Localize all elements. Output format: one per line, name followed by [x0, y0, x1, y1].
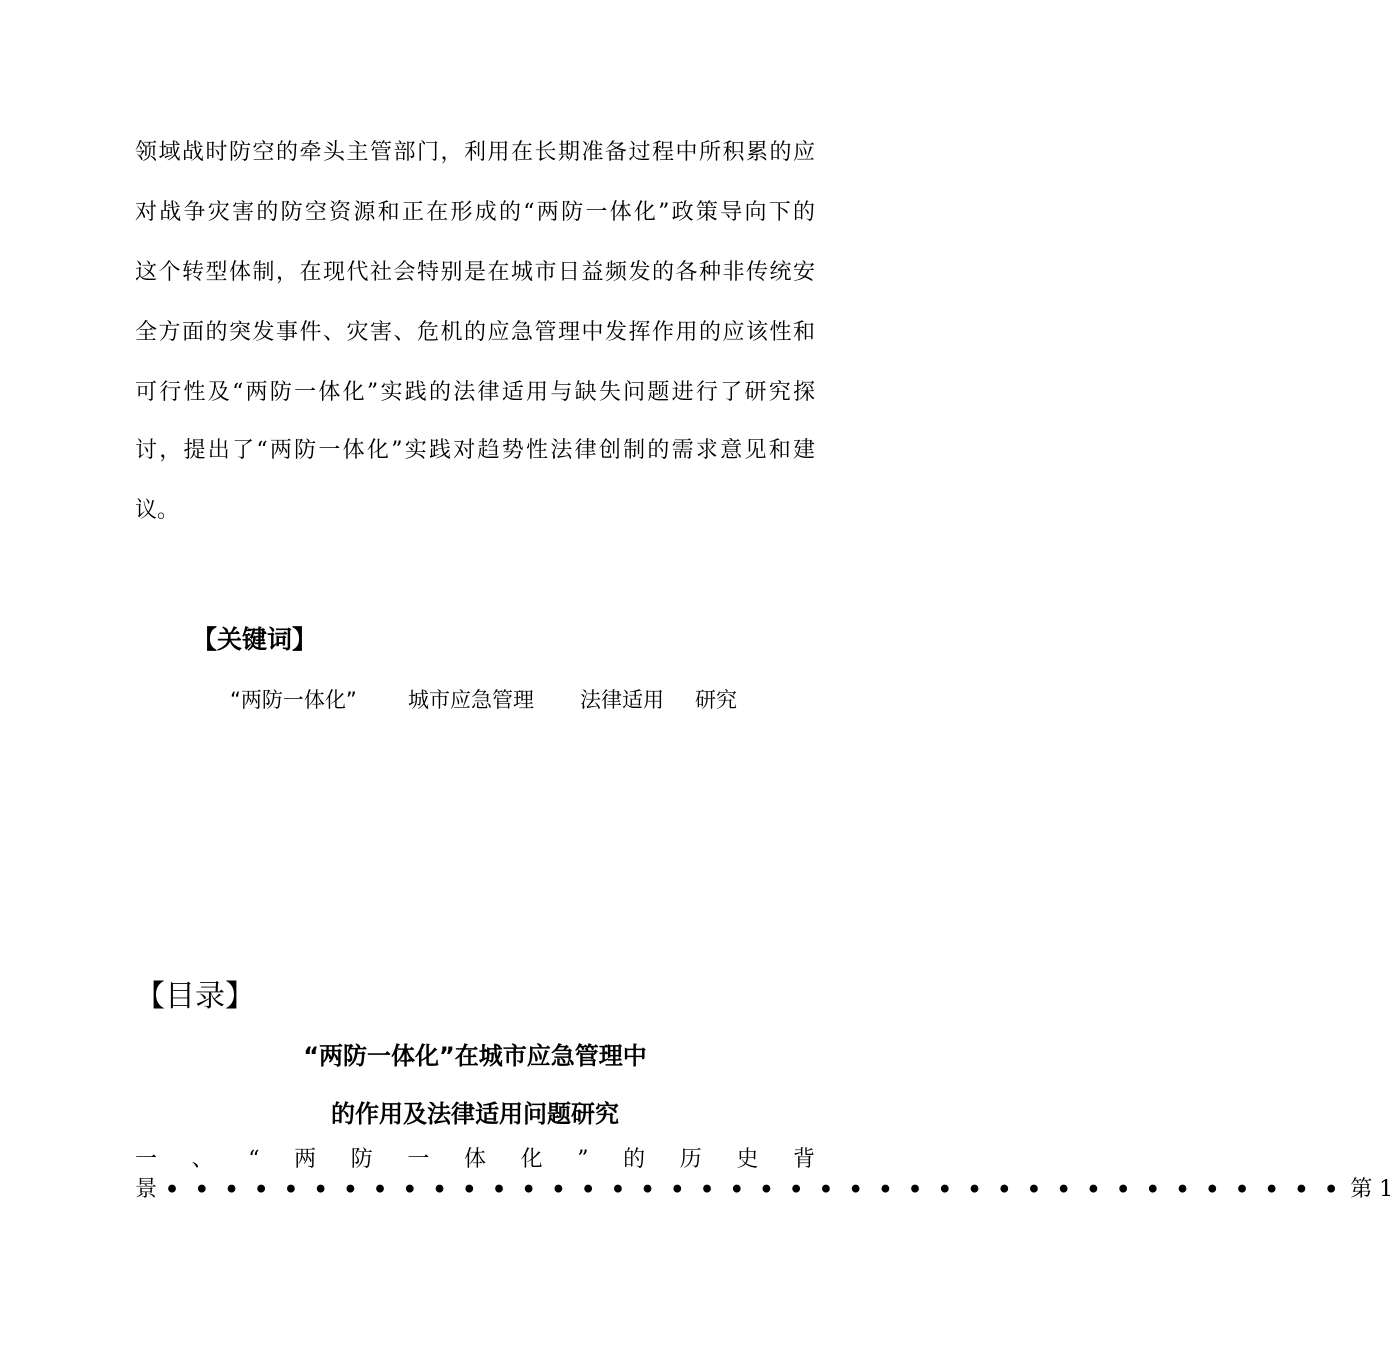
toc-title-line2: 的作用及法律适用问题研究 — [331, 1100, 619, 1128]
toc-page-number: 第 1 — [1350, 1177, 1393, 1202]
abstract-line: 领域战时防空的牵头主管部门，利用在长期准备过程中所积累的应 — [135, 140, 815, 165]
abstract-line: 全方面的突发事件、灾害、危机的应急管理中发挥作用的应该性和 — [135, 320, 815, 345]
toc-entry-char: 体 — [463, 1147, 486, 1172]
toc-entry-char: 的 — [623, 1147, 646, 1172]
toc-entry-char: 两 — [294, 1147, 317, 1172]
abstract-line: 对战争灾害的防空资源和正在形成的“两防一体化”政策导向下的 — [135, 200, 815, 225]
keyword-item: 城市应急管理 — [408, 688, 534, 712]
toc-entry-char: 一 — [407, 1147, 430, 1172]
toc-heading: 【目录】 — [135, 979, 255, 1014]
keywords-heading: 【关键词】 — [192, 625, 318, 654]
toc-entry-title — [135, 1146, 815, 1174]
toc-entry-char: 、 — [191, 1147, 214, 1172]
keyword-item: “两防一体化” — [230, 688, 357, 712]
abstract-line: 讨，提出了“两防一体化”实践对趋势性法律创制的需求意见和建 — [135, 438, 815, 463]
toc-entry-char: “ — [248, 1147, 260, 1172]
toc-leader-dots: • • • • • • • • • • • • • • • • • • • • • • • • • • • • • • • • • • • • • • • • — [165, 1177, 1343, 1203]
keyword-item: 法律适用 — [580, 688, 664, 712]
toc-entry-char: 防 — [350, 1147, 373, 1172]
abstract-line: 可行性及“两防一体化”实践的法律适用与缺失问题进行了研究探 — [135, 380, 815, 405]
toc-entry-continuation-text: 景 — [135, 1177, 158, 1202]
toc-entry-char: 化 — [520, 1147, 543, 1172]
toc-title-line1: “两防一体化”在城市应急管理中 — [303, 1042, 647, 1070]
abstract-line: 议。 — [135, 498, 180, 523]
toc-entry-char: 史 — [736, 1147, 759, 1172]
toc-entry-char: 背 — [792, 1147, 815, 1172]
toc-entry-char: ” — [577, 1147, 589, 1172]
toc-entry-char: 历 — [679, 1147, 702, 1172]
toc-entry-continuation — [135, 1176, 1393, 1204]
toc-entry-char: 一 — [135, 1147, 158, 1172]
abstract-line: 这个转型体制，在现代社会特别是在城市日益频发的各种非传统安 — [135, 260, 815, 285]
keyword-item: 研究 — [695, 688, 737, 712]
